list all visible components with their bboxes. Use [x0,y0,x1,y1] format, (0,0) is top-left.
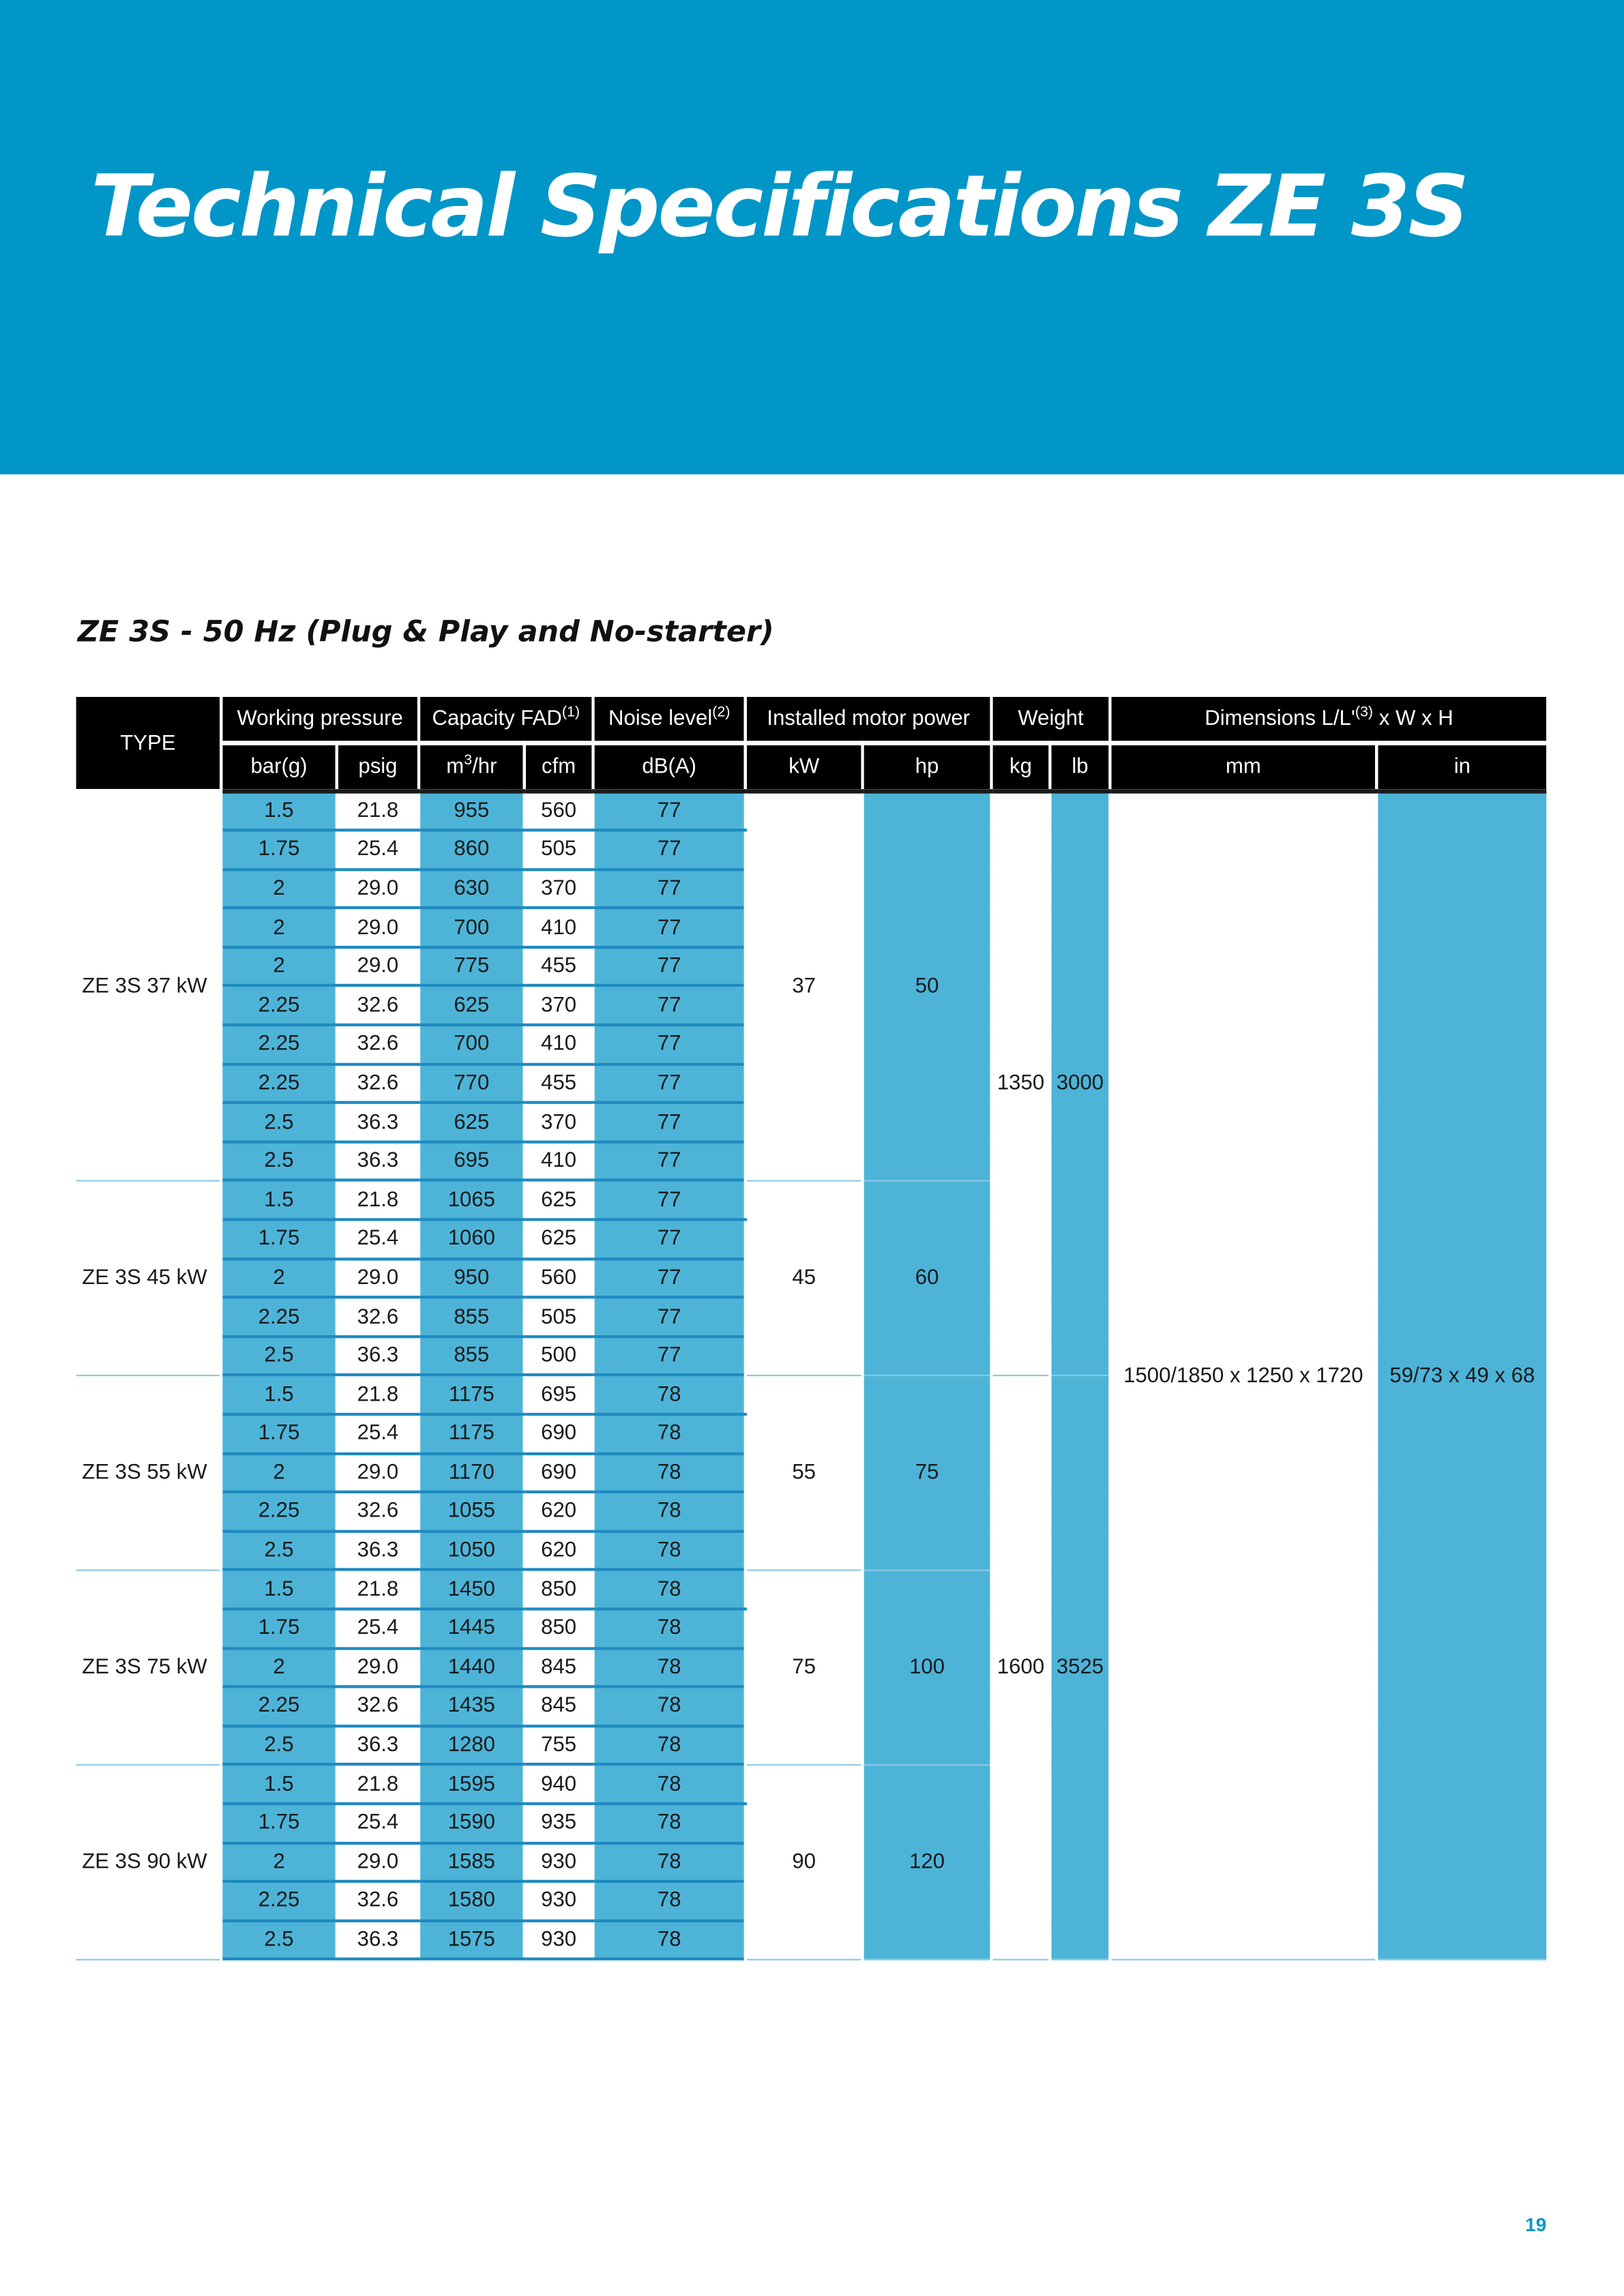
header-dimensions-label: Dimensions L/L' [1205,707,1355,731]
pressure-bar-cell: 1.75 [221,1414,337,1453]
weight-kg-cell: 1600 [992,1375,1050,1959]
pressure-bar-cell: 1.75 [221,1804,337,1843]
pressure-bar-cell: 2 [221,908,337,947]
capacity-cfm-cell: 930 [525,1881,593,1920]
pressure-psig-cell: 29.0 [337,1453,419,1492]
header-type: TYPE [76,697,222,791]
noise-dba-cell: 77 [593,1103,745,1142]
motor-kw-cell: 75 [745,1570,863,1764]
capacity-m3-cell: 1175 [419,1375,525,1414]
pressure-psig-cell: 32.6 [337,1298,419,1337]
noise-dba-cell: 77 [593,791,745,830]
capacity-m3-cell: 1445 [419,1609,525,1648]
pressure-bar-cell: 2 [221,869,337,908]
capacity-m3-cell: 625 [419,1103,525,1142]
capacity-cfm-cell: 370 [525,869,593,908]
table-header [76,697,1547,791]
capacity-cfm-cell: 620 [525,1531,593,1570]
motor-kw-cell: 45 [745,1180,863,1375]
capacity-m3-cell: 1440 [419,1648,525,1687]
motor-hp-cell: 60 [863,1180,992,1375]
capacity-cfm-cell: 940 [525,1765,593,1804]
capacity-m3-cell: 625 [419,986,525,1025]
pressure-psig-cell: 21.8 [337,1375,419,1414]
pressure-psig-cell: 32.6 [337,1025,419,1064]
unit-kw: kW [745,743,863,792]
pressure-psig-cell: 29.0 [337,947,419,986]
unit-cfm: cfm [525,743,593,792]
pressure-bar-cell: 2 [221,1259,337,1298]
pressure-bar-cell: 2.25 [221,1687,337,1726]
capacity-m3-cell: 1050 [419,1531,525,1570]
noise-dba-cell: 77 [593,831,745,869]
noise-dba-cell: 78 [593,1609,745,1648]
weight-lb-cell: 3000 [1050,791,1110,1375]
capacity-cfm-cell: 690 [525,1453,593,1492]
motor-kw-cell: 90 [745,1765,863,1959]
capacity-cfm-cell: 850 [525,1570,593,1609]
capacity-cfm-cell: 935 [525,1804,593,1843]
capacity-m3-cell: 630 [419,869,525,908]
capacity-m3-cell: 700 [419,1025,525,1064]
pressure-bar-cell: 2 [221,1453,337,1492]
motor-hp-cell: 100 [863,1570,992,1764]
pressure-bar-cell: 1.5 [221,1570,337,1609]
capacity-cfm-cell: 410 [525,1025,593,1064]
capacity-m3-cell: 950 [419,1259,525,1298]
capacity-cfm-cell: 625 [525,1180,593,1219]
header-weight: Weight [992,697,1110,743]
pressure-bar-cell: 2.5 [221,1920,337,1959]
header-noise-label: Noise level [608,707,713,731]
capacity-cfm-cell: 845 [525,1648,593,1687]
motor-kw-cell: 55 [745,1375,863,1570]
unit-hp: hp [863,743,992,792]
pressure-bar-cell: 1.75 [221,1220,337,1259]
pressure-bar-cell: 2.25 [221,1298,337,1337]
header-capacity-label: Capacity FAD [432,707,562,731]
capacity-m3-cell: 1170 [419,1453,525,1492]
header-dimensions [1110,697,1546,743]
capacity-cfm-cell: 755 [525,1726,593,1765]
pressure-bar-cell: 2.25 [221,1492,337,1531]
pressure-psig-cell: 29.0 [337,908,419,947]
pressure-psig-cell: 25.4 [337,1414,419,1453]
capacity-cfm-cell: 455 [525,1064,593,1103]
pressure-psig-cell: 36.3 [337,1103,419,1142]
pressure-psig-cell: 32.6 [337,1881,419,1920]
pressure-bar-cell: 1.5 [221,1180,337,1219]
pressure-psig-cell: 29.0 [337,1843,419,1881]
pressure-psig-cell: 25.4 [337,1609,419,1648]
pressure-psig-cell: 36.3 [337,1920,419,1959]
header-capacity-footnote: (1) [561,704,580,721]
noise-dba-cell: 78 [593,1726,745,1765]
unit-kg: kg [992,743,1050,792]
capacity-m3-cell: 700 [419,908,525,947]
motor-hp-cell: 75 [863,1375,992,1570]
weight-lb-cell: 3525 [1050,1375,1110,1959]
capacity-m3-cell: 855 [419,1298,525,1337]
pressure-bar-cell: 2.5 [221,1531,337,1570]
capacity-m3-cell: 1055 [419,1492,525,1531]
pressure-bar-cell: 1.75 [221,1609,337,1648]
pressure-bar-cell: 1.5 [221,791,337,830]
pressure-bar-cell: 2 [221,947,337,986]
unit-m3-tail: /hr [472,755,497,779]
type-cell: ZE 3S 75 kW [76,1570,222,1764]
type-cell: ZE 3S 37 kW [76,791,222,1180]
pressure-psig-cell: 29.0 [337,869,419,908]
pressure-bar-cell: 1.5 [221,1765,337,1804]
pressure-psig-cell: 25.4 [337,1220,419,1259]
pressure-psig-cell: 32.6 [337,1687,419,1726]
unit-in: in [1376,743,1546,792]
capacity-cfm-cell: 845 [525,1687,593,1726]
unit-m3-base: m [446,755,464,779]
header-row-units [76,743,1547,792]
noise-dba-cell: 77 [593,1298,745,1337]
pressure-psig-cell: 32.6 [337,1064,419,1103]
capacity-m3-cell: 860 [419,831,525,869]
pressure-bar-cell: 2.5 [221,1726,337,1765]
noise-dba-cell: 78 [593,1920,745,1959]
unit-psig: psig [337,743,419,792]
capacity-cfm-cell: 695 [525,1375,593,1414]
capacity-cfm-cell: 505 [525,831,593,869]
noise-dba-cell: 78 [593,1375,745,1414]
capacity-m3-cell: 1065 [419,1180,525,1219]
noise-dba-cell: 77 [593,1220,745,1259]
table-row [76,791,1547,830]
noise-dba-cell: 78 [593,1881,745,1920]
pressure-bar-cell: 2 [221,1648,337,1687]
capacity-m3-cell: 1590 [419,1804,525,1843]
capacity-m3-cell: 1280 [419,1726,525,1765]
pressure-bar-cell: 2.25 [221,986,337,1025]
pressure-psig-cell: 21.8 [337,791,419,830]
noise-dba-cell: 77 [593,1259,745,1298]
motor-hp-cell: 120 [863,1765,992,1959]
capacity-m3-cell: 775 [419,947,525,986]
capacity-cfm-cell: 930 [525,1920,593,1959]
type-cell: ZE 3S 55 kW [76,1375,222,1570]
dimensions-in-cell: 59/73 x 49 x 68 [1376,791,1546,1959]
capacity-m3-cell: 1580 [419,1881,525,1920]
noise-dba-cell: 78 [593,1765,745,1804]
spec-table [76,697,1547,1961]
noise-dba-cell: 77 [593,1337,745,1375]
capacity-m3-cell: 695 [419,1142,525,1180]
pressure-psig-cell: 36.3 [337,1531,419,1570]
dimensions-mm-cell: 1500/1850 x 1250 x 1720 [1110,791,1376,1959]
capacity-m3-cell: 1060 [419,1220,525,1259]
pressure-psig-cell: 32.6 [337,1492,419,1531]
capacity-cfm-cell: 560 [525,1259,593,1298]
noise-dba-cell: 78 [593,1687,745,1726]
noise-dba-cell: 78 [593,1570,745,1609]
capacity-cfm-cell: 455 [525,947,593,986]
noise-dba-cell: 78 [593,1453,745,1492]
pressure-bar-cell: 2.5 [221,1142,337,1180]
noise-dba-cell: 77 [593,947,745,986]
pressure-psig-cell: 21.8 [337,1570,419,1609]
header-dimensions-suffix: x W x H [1373,707,1453,731]
noise-dba-cell: 78 [593,1492,745,1531]
pressure-bar-cell: 1.5 [221,1375,337,1414]
unit-m3-exponent: 3 [464,752,473,769]
capacity-m3-cell: 1435 [419,1687,525,1726]
header-noise-level [593,697,745,743]
pressure-bar-cell: 2.5 [221,1337,337,1375]
capacity-cfm-cell: 850 [525,1609,593,1648]
noise-dba-cell: 78 [593,1531,745,1570]
noise-dba-cell: 78 [593,1843,745,1881]
unit-m3-per-hour [419,743,525,792]
noise-dba-cell: 77 [593,908,745,947]
type-cell: ZE 3S 90 kW [76,1765,222,1959]
capacity-cfm-cell: 370 [525,1103,593,1142]
motor-hp-cell: 50 [863,791,992,1180]
capacity-cfm-cell: 410 [525,908,593,947]
capacity-m3-cell: 1595 [419,1765,525,1804]
pressure-bar-cell: 1.75 [221,831,337,869]
pressure-psig-cell: 21.8 [337,1765,419,1804]
pressure-bar-cell: 2.25 [221,1881,337,1920]
capacity-cfm-cell: 560 [525,791,593,830]
pressure-psig-cell: 25.4 [337,1804,419,1843]
capacity-m3-cell: 1585 [419,1843,525,1881]
title-banner [0,0,1624,475]
pressure-psig-cell: 21.8 [337,1180,419,1219]
capacity-m3-cell: 770 [419,1064,525,1103]
page-number: 19 [1525,2213,1547,2236]
pressure-bar-cell: 2.25 [221,1025,337,1064]
pressure-psig-cell: 36.3 [337,1726,419,1765]
noise-dba-cell: 77 [593,1064,745,1103]
noise-dba-cell: 77 [593,869,745,908]
capacity-cfm-cell: 500 [525,1337,593,1375]
unit-lb: lb [1050,743,1110,792]
capacity-cfm-cell: 620 [525,1492,593,1531]
pressure-psig-cell: 36.3 [337,1337,419,1375]
pressure-bar-cell: 2 [221,1843,337,1881]
header-dimensions-footnote: (3) [1355,704,1374,721]
capacity-m3-cell: 955 [419,791,525,830]
noise-dba-cell: 77 [593,1180,745,1219]
header-row-groups [76,697,1547,743]
capacity-cfm-cell: 930 [525,1843,593,1881]
noise-dba-cell: 77 [593,1142,745,1180]
pressure-psig-cell: 36.3 [337,1142,419,1180]
type-cell: ZE 3S 45 kW [76,1180,222,1375]
header-motor-power: Installed motor power [745,697,992,743]
capacity-cfm-cell: 505 [525,1298,593,1337]
noise-dba-cell: 78 [593,1648,745,1687]
section-title: ZE 3S - 50 Hz (Plug & Play and No-starter) [77,613,774,649]
table-body [76,791,1547,1959]
capacity-cfm-cell: 370 [525,986,593,1025]
pressure-psig-cell: 29.0 [337,1648,419,1687]
pressure-psig-cell: 29.0 [337,1259,419,1298]
noise-dba-cell: 77 [593,986,745,1025]
unit-mm: mm [1110,743,1376,792]
weight-kg-cell: 1350 [992,791,1050,1375]
header-capacity [419,697,593,743]
header-working-pressure: Working pressure [221,697,419,743]
unit-dba: dB(A) [593,743,745,792]
capacity-cfm-cell: 410 [525,1142,593,1180]
noise-dba-cell: 78 [593,1414,745,1453]
motor-kw-cell: 37 [745,791,863,1180]
pressure-bar-cell: 2.25 [221,1064,337,1103]
capacity-m3-cell: 855 [419,1337,525,1375]
header-noise-footnote: (2) [712,704,730,721]
pressure-psig-cell: 32.6 [337,986,419,1025]
pressure-bar-cell: 2.5 [221,1103,337,1142]
page-title: Technical Specifications ZE 3S [91,156,1467,256]
capacity-cfm-cell: 625 [525,1220,593,1259]
noise-dba-cell: 77 [593,1025,745,1064]
noise-dba-cell: 78 [593,1804,745,1843]
unit-bar: bar(g) [221,743,337,792]
capacity-m3-cell: 1175 [419,1414,525,1453]
capacity-m3-cell: 1575 [419,1920,525,1959]
capacity-cfm-cell: 690 [525,1414,593,1453]
capacity-m3-cell: 1450 [419,1570,525,1609]
pressure-psig-cell: 25.4 [337,831,419,869]
